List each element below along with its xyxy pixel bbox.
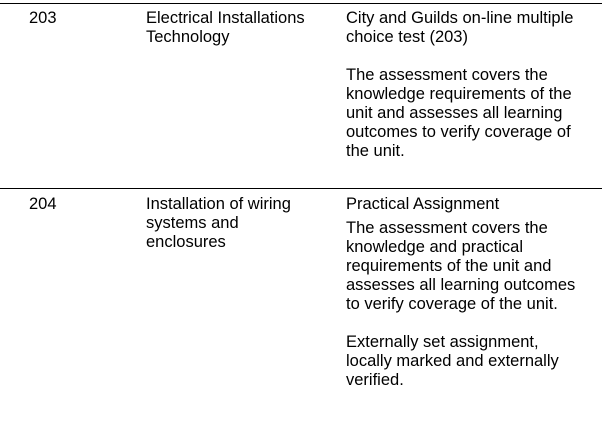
unit-title: Electrical Installations Technology [146,9,305,46]
assessment-paragraph: Practical Assignment [346,195,500,213]
unit-title: Installation of wiring systems and enclosures [146,195,291,251]
assessment-paragraph: City and Guilds on-line multiple choice test (203) [346,9,574,46]
unit-number: 203 [29,9,57,27]
table-row-divider [0,188,602,189]
unit-number: 204 [29,195,57,213]
table-rule-top [0,3,602,4]
assessment-method [346,9,602,161]
assessment-paragraph: The assessment covers the knowledge and practical requirements of the unit and assesses all learning outcomes to verify coverage of the unit. [346,219,576,313]
assessment-paragraph: The assessment covers the knowledge requirements of the unit and assesses all learning outcomes to verify coverage of the unit. [346,66,572,160]
assessment-method [346,195,602,390]
assessment-paragraph: Externally set assignment, locally marked and externally verified. [346,333,559,389]
